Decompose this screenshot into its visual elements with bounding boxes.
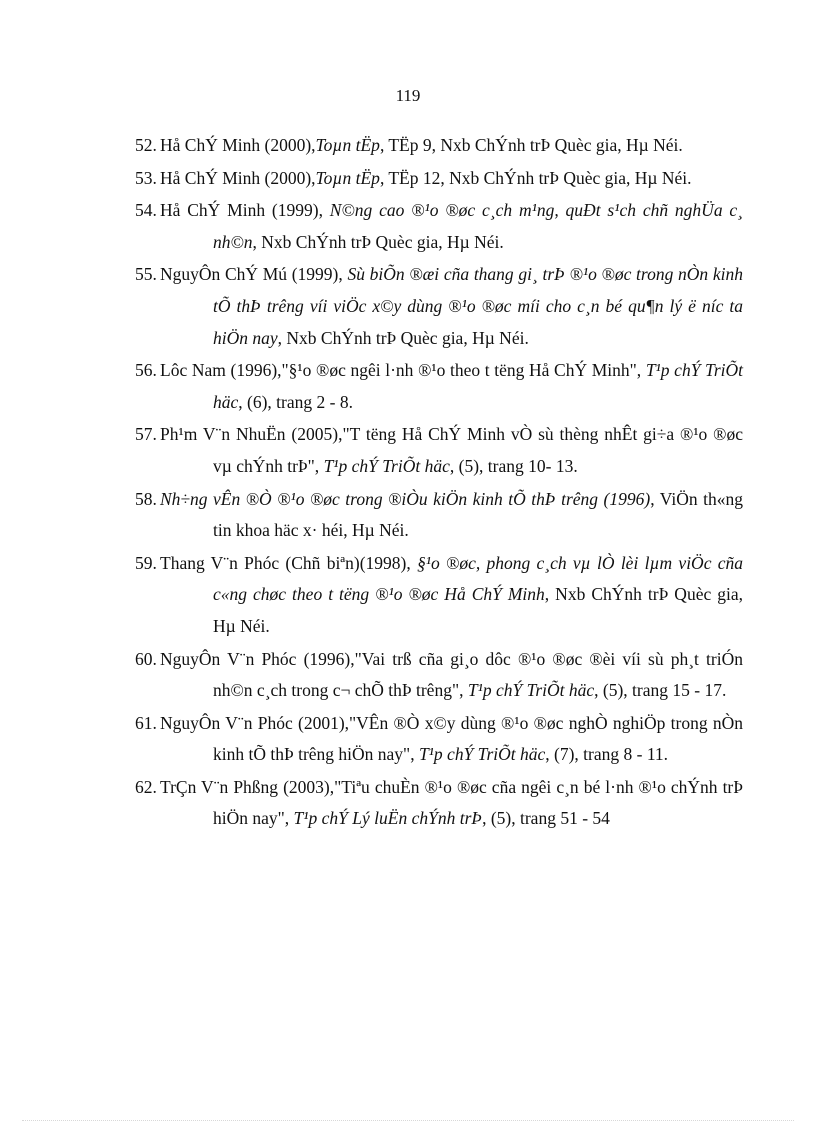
reference-title: T¹p chÝ Lý luËn chÝnh trÞ <box>293 808 483 829</box>
reference-number: 59. <box>135 552 157 573</box>
reference-title: Toµn tËp <box>315 135 380 155</box>
reference-item <box>135 163 743 195</box>
reference-publisher: , Nxb ChÝnh trÞ Quèc gia, Hµ Néi. <box>252 231 504 252</box>
reference-title: Toµn tËp <box>315 167 380 188</box>
reference-number: 60. <box>135 648 157 669</box>
reference-title: T¹p chÝ TriÕt häc <box>213 360 743 412</box>
reference-author: Hå ChÝ Minh (2000), <box>160 167 316 188</box>
reference-author: Ph¹m V¨n NhuËn (2005),"T tëng Hå ChÝ Minh vÒ sù thèng nhÊt gi÷a ®¹o ®øc vµ chÝnh trÞ", <box>160 424 743 476</box>
reference-item <box>135 259 743 354</box>
reference-item <box>135 195 743 258</box>
reference-author: Lôc Nam (1996),"§¹o ®øc ngêi l·nh ®¹o theo t tëng Hå ChÝ Minh", <box>160 360 646 381</box>
reference-item <box>135 772 743 835</box>
reference-item <box>135 644 743 707</box>
reference-number: 57. <box>135 424 157 445</box>
reference-author: NguyÔn V¨n Phóc (1996),"Vai trß cña gi¸o dôc ®¹o ®øc ®èi víi sù ph¸t triÓn nh©n c¸ch trong c¬ chÕ thÞ trêng", <box>160 648 743 701</box>
reference-number: 54. <box>135 200 157 221</box>
page-number: 119 <box>395 86 421 105</box>
reference-publisher: , (6), trang 2 - 8. <box>238 391 353 412</box>
reference-publisher: , ViÖn th«ng tin khoa häc x· héi, Hµ Néi. <box>213 488 743 541</box>
reference-title: T¹p chÝ TriÕt häc <box>323 455 450 476</box>
reference-publisher: , TËp 9, Nxb ChÝnh trÞ Quèc gia, Hµ Néi. <box>379 135 683 155</box>
reference-item <box>135 130 743 162</box>
reference-item <box>135 708 743 771</box>
reference-publisher: , Nxb ChÝnh trÞ Quèc gia, Hµ Néi. <box>213 584 743 636</box>
reference-publisher: , (5), trang 51 - 54 <box>482 808 610 829</box>
reference-title: §¹o ®øc, phong c¸ch vµ lÒ lèi lµm viÖc cña c«ng chøc theo t tëng ®¹o ®øc Hå ChÝ Minh <box>213 552 744 605</box>
reference-number: 61. <box>135 712 157 733</box>
reference-number: 55. <box>135 264 157 285</box>
reference-number: 62. <box>135 776 157 797</box>
reference-publisher: , (5), trang 10- 13. <box>449 455 578 476</box>
reference-title: T¹p chÝ TriÕt häc <box>418 744 546 765</box>
reference-author: TrÇn V¨n Phßng (2003),"Tiªu chuÈn ®¹o ®øc cña ngêi c¸n bé l·nh ®¹o chÝnh trÞ hiÖn nay", <box>160 776 743 829</box>
reference-publisher: , Nxb ChÝnh trÞ Quèc gia, Hµ Néi. <box>277 327 529 348</box>
reference-title: Sù biÕn ®æi cña thang gi¸ trÞ ®¹o ®øc trong nÒn kinh tÕ thÞ trêng víi viÖc x©y dùng ®¹o ®øc míi cho c¸n bé qu¶n lý ë níc ta hiÖn nay <box>213 264 743 348</box>
reference-title: Nh÷ng vÊn ®Ò ®¹o ®øc trong ®iÒu kiÖn kinh tÕ thÞ trêng (1996) <box>160 488 651 509</box>
reference-title: N©ng cao ®¹o ®øc c¸ch m¹ng, quÐt s¹ch chñ nghÜa c¸ nh©n <box>213 200 743 252</box>
reference-author: NguyÔn ChÝ Mú (1999), <box>160 264 348 285</box>
reference-number: 52. <box>135 135 157 155</box>
reference-author: Hå ChÝ Minh (2000), <box>160 135 316 155</box>
reference-title: T¹p chÝ TriÕt häc <box>467 680 595 701</box>
reference-author: NguyÔn V¨n Phóc (2001),"VÊn ®Ò x©y dùng ®¹o ®øc nghÒ nghiÖp trong nÒn kinh tÕ thÞ trêng hiÖn nay", <box>160 712 743 765</box>
reference-number: 56. <box>135 360 157 381</box>
reference-number: 53. <box>135 167 157 188</box>
reference-number: 58. <box>135 488 157 509</box>
reference-author: Thang V¨n Phóc (Chñ biªn)(1998), <box>160 552 418 573</box>
reference-item <box>135 548 743 643</box>
page-bottom-divider <box>22 1120 794 1121</box>
reference-publisher: , TËp 12, Nxb ChÝnh trÞ Quèc gia, Hµ Néi. <box>379 167 692 188</box>
reference-publisher: , (7), trang 8 - 11. <box>545 744 669 765</box>
reference-author: Hå ChÝ Minh (1999), <box>160 200 330 221</box>
reference-publisher: , (5), trang 15 - 17. <box>594 680 727 701</box>
reference-item <box>135 484 743 547</box>
reference-item <box>135 419 743 482</box>
reference-list <box>135 130 743 836</box>
reference-item <box>135 355 743 418</box>
